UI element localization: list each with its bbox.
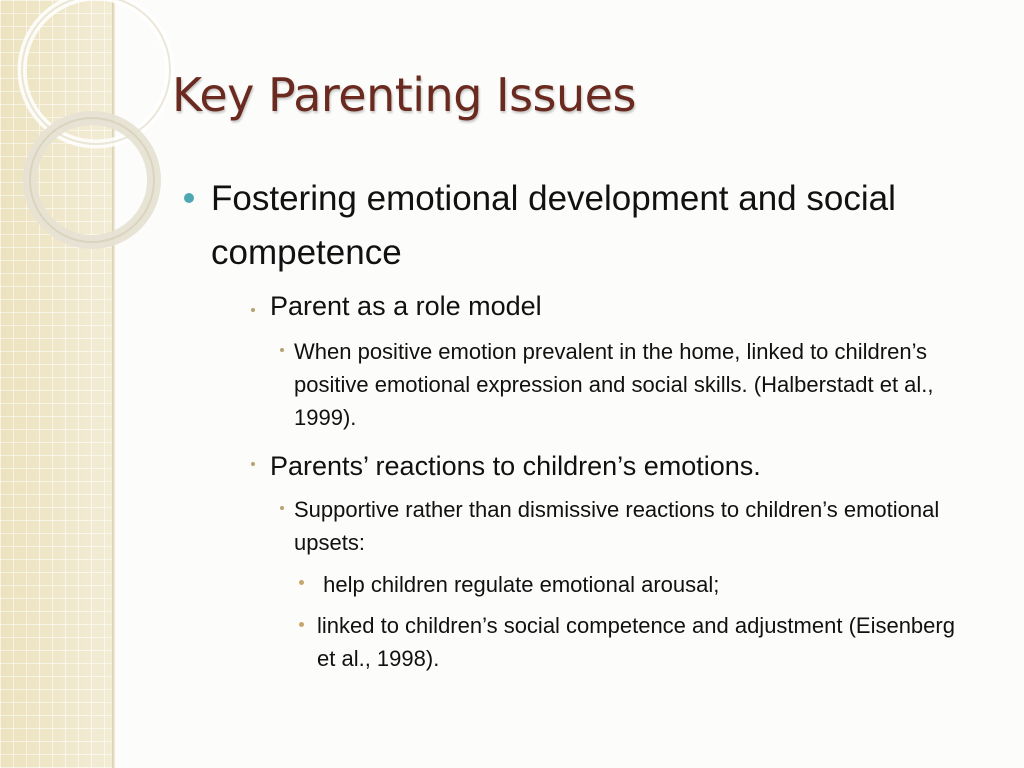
- bullet-item-level2: Parents’ reactions to children’s emotions.: [270, 451, 761, 481]
- bullet-item-level3: Supportive rather than dismissive reactions to children’s emotional upsets:: [294, 497, 940, 555]
- bullet-item-level3: When positive emotion prevalent in the home, linked to children’s positive emotional expression and social skills. (Halberstadt et al., 1999).: [294, 339, 934, 430]
- slide-title: Key Parenting Issues: [172, 68, 636, 122]
- bullet-item-level1: Fostering emotional development and social competence: [211, 179, 896, 272]
- bullet-item-level4: help children regulate emotional arousal;: [317, 572, 720, 597]
- bullet-item-level4: linked to children’s social competence and adjustment (Eisenberg et al., 1998).: [317, 613, 955, 671]
- sub-bullet-dot-icon: [299, 580, 304, 585]
- bullet-dot-icon: [184, 193, 194, 203]
- sub-bullet-dot-icon: [280, 348, 284, 352]
- sub-bullet-dot-icon: [251, 462, 255, 466]
- sub-bullet-dot-icon: [280, 506, 284, 510]
- sub-bullet-dot-icon: [299, 622, 304, 627]
- bullet-item-level2: Parent as a role model: [270, 291, 542, 321]
- sub-bullet-dot-icon: [251, 308, 255, 312]
